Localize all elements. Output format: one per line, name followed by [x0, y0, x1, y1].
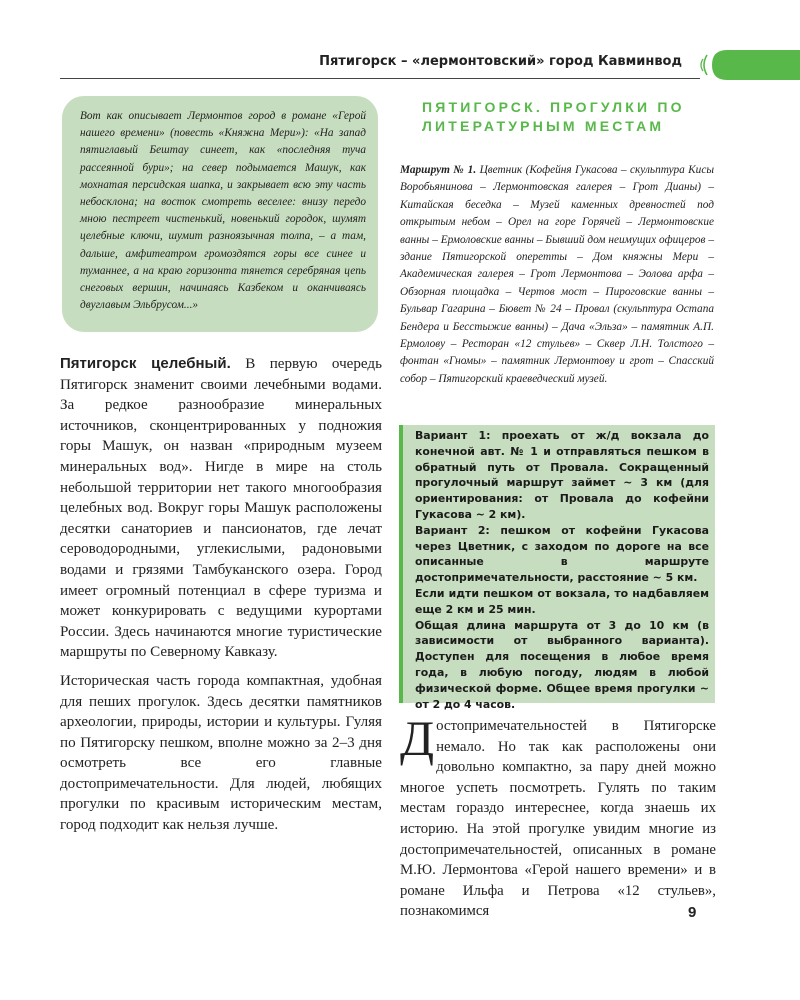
right-main-text [400, 710, 716, 922]
variant-1: Вариант 1: проехать от ж/д вокзала до конечной авт. № 1 и отправляться пешком в обратный путь от Провала. Сокращенный прогулочный маршрут займет ~ 3 км (для ориентирования: от Провала до кофейни Гукасова ~ 2 км). [415, 429, 709, 521]
header-title: Пятигорск – «лермонтовский» город Кавминвод [319, 54, 682, 69]
healing-text: В первую очередь Пятигорск знаменит своими лечебными водами. За редкое разнообразие минеральных источников, сконцентрированных у подножия горы Машук, он назван «природным музеем минеральных вод». Нигде в мире на столь небольшой территории нет такого многообразия целебных вод. Вокруг горы Машук расположены десятки санаториев и пансионатов, где лечат сероводородными, углекислыми, радоновыми водами и грязями Тамбуканского озера. Город имеет огромный потенциал в сфере туризма и может конкурировать с ведущими курортами России. Здесь начинаются многие туристические маршруты по Северному Кавказу. [60, 356, 382, 661]
total-length: Общая длина маршрута от 3 до 10 км (в зависимости от выбранного варианта). Доступен для посещения в любое время года, в любую погоду, людям в любой физической форме. Общее время прогулки ~ от 2 до 4 часов. [415, 618, 709, 711]
running-header [60, 50, 800, 84]
right-main-body: остопримечательностей в Пятигорске немало. Но так как расположены они довольно компактно, за пару дней можно многое успеть посмотреть. Гулять по таким местам гораздо интереснее, когда знаешь их историю. На этой прогулке увидим многие из достопримечательностей, описанных в романе М.Ю. Лермонтова «Герой нашего времени» и в романе Ильфа и Петрова «12 стульев», познакомимся [400, 718, 716, 920]
section-heading: Пятигорск целебный. [60, 355, 231, 372]
route-label: Маршрут № 1. [400, 164, 477, 176]
route-description [400, 162, 714, 388]
route-variants-box [399, 425, 715, 711]
healing-paragraph [60, 354, 382, 663]
lermontov-quote-box [62, 96, 378, 332]
walk-note: Если идти пешком от вокзала, то надбавляем еще 2 км и 25 мин. [415, 586, 709, 616]
page-number: 9 [688, 904, 697, 921]
route-title: ПЯТИГОРСК. ПРОГУЛКИ ПО ЛИТЕРАТУРНЫМ МЕСТАМ [422, 99, 685, 134]
route-stops: Цветник (Кофейня Гукасова – скульптура Кисы Воробьянинова – Лермонтовская галерея – Грот Дианы) – Китайская беседка – Музей каменных древностей под открытым небом – Орел на горе Горячей – Лермонтовские ванны – Ермоловские ванны – Бывший дом неимущих офицеров – здание Пятигорской оперетты – Дом княжны Мери – Академическая галерея – Грот Лермонтова – Эолова арфа – Обзорная площадка – Чертов мост – Пироговские ванны – Бульвар Гагарина – Бювет № 24 – Провал (скульптура Остапа Бендера и Бесстыжие ванны) – Дача «Эльза» – памятник А.П. Ермолову – Ресторан «12 стульев» – Сквер Л.Н. Толстого – фонтан «Гномы» – памятник Лермонтову и грот – Спасский собор – Пятигорский краеведческий музей. [400, 164, 714, 385]
historic-paragraph: Историческая часть города компактная, удобная для пеших прогулок. Здесь десятки памятников археологии, природы, истории и культуры. Гуляя по Пятигорску пешком, вполне можно за 2–3 дня осмотреть все его главные достопримечательности. Для людей, любящих прогулки по красивым историческим местам, город подходит как нельзя лучше. [60, 672, 382, 834]
left-column-text [60, 354, 382, 844]
header-tab-icon [700, 50, 800, 80]
header-rule [60, 78, 700, 79]
variant-2: Вариант 2: пешком от кофейни Гукасова через Цветник, с заходом по дороге на все описанные в маршруте достопримечательности, расстояние ~ 5 км. [415, 523, 709, 585]
drop-cap: Д [400, 710, 435, 766]
quote-text: Вот как описывает Лермонтов город в романе «Герой нашего времени» (повесть «Княжна Мери»): «На запад пятиглавый Бештау синеет, как «последняя туча рассеянной бури»; на север подымается Машук, как мохнатая персидская шапка, и закрывает всю эту часть небосклона; на восток смотреть веселее: внизу передо мною пестреет чистенький, новенький городок, шумят целебные ключи, шумит разноязычная толпа, – а там, дальше, амфитеатром громоздятся горы все синее и туманнее, а на краю горизонта тянется серебряная цепь снеговых вершин, начинаясь Казбеком и оканчиваясь двуглавым Эльбрусом...» [80, 110, 366, 312]
